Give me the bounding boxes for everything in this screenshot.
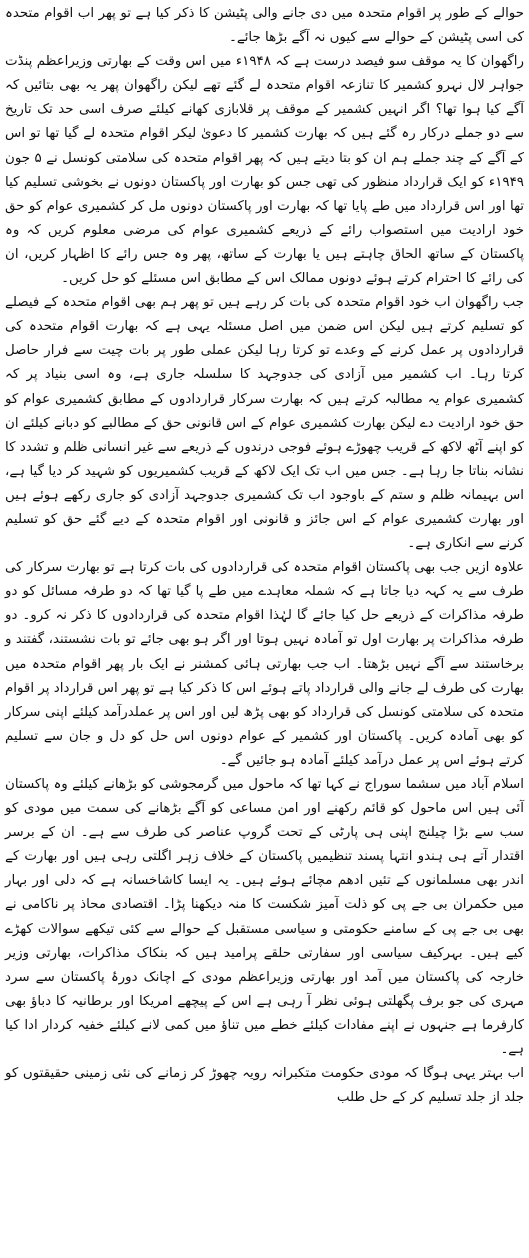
article-paragraph-5: اسلام آباد میں سشما سوراج نے کہا تھا کہ ماحول میں گرمجوشی کو بڑھانے کیلئے وہ پاکستان آئی ہیں اس ماحول کو قائم رکھنے اور امن مساعی کو آگے بڑھانے کی سمت میں مودی کو سب سے بڑا چیلنج اپنی ہی پارٹی کے تحت گروپ عناصر کی طرف سے ہے۔ ان کے برسر اقتدار آتے ہی ہندو انتہا پسند تنظیمیں پاکستان کے خلاف زہر اگلتی رہی ہیں اور بھارت کے اندر بھی مسلمانوں کے تئیں ادھم مچائے ہوئے ہیں۔ یہ ایسا کاشاخسانہ ہے کہ دلی اور بہار میں حکمران بی جے پی کو ذلت آمیز شکست کا منہ دیکھنا پڑا۔ اقتصادی محاذ پر ناکامی نے بھی بی جے پی کے سامنے حکومتی و سیاسی مستقبل کے حوالے سے کئی تیکھے سوالات کھڑے کیے ہیں۔ بہرکیف سیاسی اور سفارتی حلقے پرامید ہیں کہ بنکاک مذاکرات، بھارتی وزیر خارجہ کی پاکستان میں آمد اور بھارتی وزیراعظم مودی کے اچانک دورۂ پاکستان سے سرد مہری کی جو برف پگھلتی ہوئی نظر آ رہی ہے اس کے پیچھے امریکا اور برطانیہ کا دباؤ بھی کارفرما ہے جنہوں نے اپنے مفادات کیلئے خطے میں تناؤ میں کمی لانے کیلئے خفیہ کردار ادا کیا ہے۔: [5, 777, 524, 1058]
article-paragraph-1: حوالے کے طور پر اقوام متحدہ میں دی جانے والی پٹیشن کا ذکر کیا ہے تو پھر اب اقوام متحدہ کی اسی پٹیشن کے حوالے سے کیوں نہ آگے بڑھا جائے۔: [5, 6, 524, 46]
article-paragraph-6: اب بہتر یہی ہوگا کہ مودی حکومت متکبرانہ رویہ چھوڑ کر زمانے کی نئی زمینی حقیقتوں کو جلد از جلد تسلیم کر کے حل طلب: [5, 1066, 524, 1106]
article-paragraph-2: راگھوان کا یہ موقف سو فیصد درست ہے کہ ۱۹۴۸ء میں اس وقت کے بھارتی وزیراعظم پنڈت جواہر لال نہرو کشمیر کا تنازعہ اقوام متحدہ لے گئے تھے لیکن راگھوان پھر یہ بھی بتائیں کہ آگے کیا ہوا تھا؟ اگر انہیں کشمیر کے موقف پر قلابازی کھانے کیلئے صرف اسی حد تک تاریخ سے دو جملے درکار رہ گئے ہیں کہ بھارت کشمیر کا دعویٰ لیکر اقوام متحدہ لے گیا تھا تو اس کے آگے کے چند جملے ہم ان کو بتا دیتے ہیں کہ پھر اقوام متحدہ کی سلامتی کونسل نے ۵ جون ۱۹۴۹ء کو ایک قرارداد منظور کی تھی جس کو بھارت اور پاکستان دونوں نے بخوشی تسلیم کیا تھا اور اس قرارداد میں طے پایا تھا کہ بھارت اور پاکستان دونوں مل کر کشمیری عوام کو حق خود ارادیت میں استصواب رائے کے ذریعے کشمیری عوام کی مرضی معلوم کریں کہ وہ پاکستان کے ساتھ الحاق چاہتے ہیں یا بھارت کے ساتھ، پھر وہ جس رائے کا اظہار کریں، ان کی رائے کا احترام کرتے ہوئے دونوں ممالک اس کے مطابق اس مسئلے کو حل کریں۔: [5, 54, 524, 287]
article-paragraph-4: علاوہ ازیں جب بھی پاکستان اقوام متحدہ کی قراردادوں کی بات کرتا ہے تو بھارت سرکار کی طرف سے یہ کہہ دیا جاتا ہے کہ شملہ معاہدے میں طے پا گیا تھا کہ دو طرفہ مسائل کو دو طرفہ مذاکرات کے ذریعے حل کیا جائے گا لہٰذا اقوام متحدہ کی قراردادوں کا ذکر نہ کرو۔ دو طرفہ مذاکرات پر بھارت اول تو آمادہ نہیں ہوتا اور اگر ہو بھی جائے تو بات نشستند، گفتند و برخاستند سے آگے نہیں بڑھتا۔ اب جب بھارتی ہائی کمشنر نے ایک بار پھر اقوام متحدہ میں بھارت کی طرف لے جانے والی قرارداد پاتے ہوئے اس کا ذکر کیا ہے تو پھر اس قرارداد پر اقوام متحدہ کی سلامتی کونسل کی قرارداد کو بھی پڑھ لیں اور اس پر عملدرآمد کیلئے اپنی سرکار کو بھی آمادہ کریں۔ پاکستان اور کشمیر کے عوام دونوں اس حل کو دل و جان سے تسلیم کرتے ہوئے اس پر عمل درآمد کیلئے آمادہ ہو جائیں گے۔: [5, 560, 524, 768]
article-paragraph-3: جب راگھوان اب خود اقوام متحدہ کی بات کر رہے ہیں تو پھر ہم بھی اقوام متحدہ کے فیصلے کو تسلیم کرتے ہیں لیکن اس ضمن میں اصل مسئلہ یہی ہے کہ بھارت اقوام متحدہ کی قراردادوں پر عمل کرنے کے وعدے تو کرتا رہا لیکن عملی طور پر بات چیت سے فرار حاصل کرتا رہا۔ اب کشمیر میں آزادی کی جدوجہد کا سلسلہ جاری ہے، وہ اسی بنیاد پر کہ کشمیری عوام یہ مطالبہ کرتے ہیں کہ بھارت سرکار قراردادوں کے مطابق کشمیری عوام کو حق خود ارادیت دے لیکن بھارت کشمیری عوام کے اس قانونی حق کے مطالبے کو دبانے کیلئے ان کو اپنے آٹھ لاکھ کے قریب چھوڑے ہوئے فوجی درندوں کے ذریعے سے غیر انسانی ظلم و تشدد کا نشانہ بناتا جا رہا ہے۔ جس میں اب تک ایک لاکھ کے قریب کشمیریوں کو شہید کر دیا گیا ہے، اس بہیمانہ ظلم و ستم کے باوجود اب تک کشمیری جدوجہد آزادی کو جاری رکھے ہوئے ہیں اور بھارت کشمیری عوام کے اس جائز و قانونی اور اقوام متحدہ کے دیے گئے حق کو تسلیم کرنے سے انکاری ہے۔: [5, 295, 524, 552]
